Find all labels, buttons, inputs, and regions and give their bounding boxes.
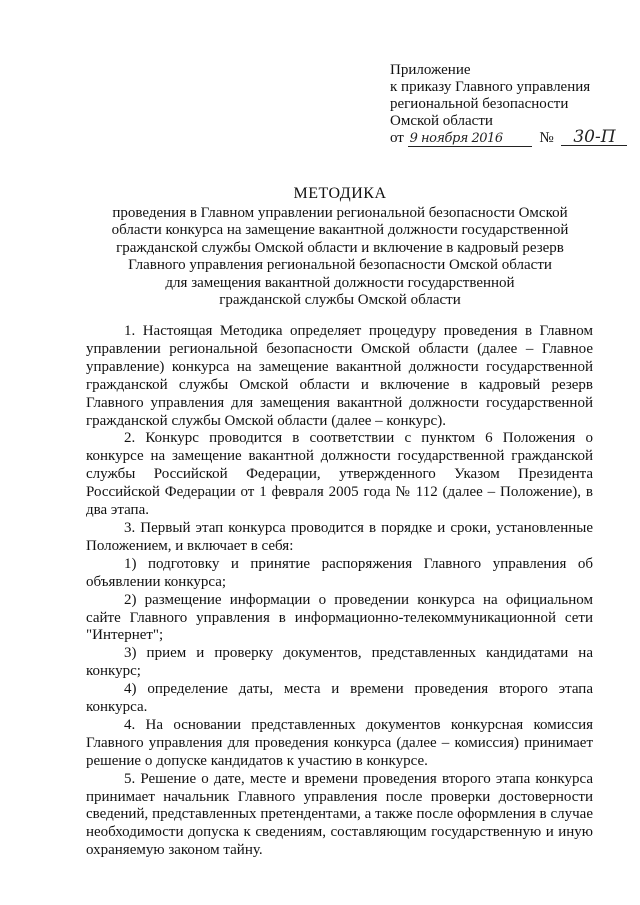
document-body [86, 323, 593, 860]
handwritten-order-number: 30-П [561, 130, 627, 146]
title-line: области конкурса на замещение вакантной должности государственной [111, 222, 569, 238]
title-line: гражданской службы Омской области [219, 292, 461, 308]
document-title-block [90, 185, 590, 310]
title-line: проведения в Главном управлении региональной безопасности Омской [112, 204, 568, 221]
attachment-order-line: к приказу Главного управления [390, 79, 591, 95]
paragraph-3: 3. Первый этап конкурса проводится в порядке и сроки, установленные Положением, и включает в себя: [86, 519, 593, 554]
title-line: для замещения вакантной должности государственной [165, 274, 515, 291]
number-sign: № [539, 130, 554, 146]
from-label: от [390, 130, 404, 146]
handwritten-date: 9 ноября 2016 [408, 131, 532, 147]
title-line: Главного управления региональной безопасности Омской области [128, 257, 552, 273]
order-date-number-row [390, 127, 630, 147]
attachment-agency-line: региональной безопасности [390, 96, 569, 112]
document-heading: МЕТОДИКА [293, 185, 387, 202]
title-line: гражданской службы Омской области и включение в кадровый резерв [116, 239, 564, 256]
paragraph-2: 2. Конкурс проводится в соответствии с пунктом 6 Положения о конкурсе на замещение вакантной должности государственной гражданской службы Российской Федерации, утвержденного Указом Президента Российской Федерации от 1 февраля 2005 года № 112 (далее – Положение), в два этапа. [86, 430, 593, 519]
attachment-region-line: Омской области [390, 113, 493, 129]
list-item-3: 3) прием и проверку документов, представленных кандидатами на конкурс; [86, 645, 593, 680]
paragraph-1: 1. Настоящая Методика определяет процедуру проведения в Главном управлении региональной безопасности Омской области (далее – Главное управление) конкурса на замещение вакантной должности государственной гражданской службы Омской области и включение в кадровый резерв Главного управления для замещения вакантной должности государственной гражданской службы Омской области (далее – конкурс). [86, 323, 593, 429]
attachment-title: Приложение [390, 62, 471, 78]
list-item-2: 2) размещение информации о проведении конкурса на официальном сайте Главного управления в информационно-телекоммуникационной сети "Интернет"; [86, 591, 593, 644]
paragraph-4: 4. На основании представленных документов конкурсная комиссия Главного управления для проведения конкурса (далее – комиссия) принимает решение о допуске кандидатов к участию в конкурсе. [86, 716, 593, 769]
attachment-block [390, 62, 630, 147]
paragraph-5: 5. Решение о дате, месте и времени проведения второго этапа конкурса принимает начальник Главного управления после проверки достоверности сведений, представленных претендентами, а также после оформления в случае необходимости допуска к сведениям, составляющим государственную и иную охраняемую законом тайну. [86, 770, 593, 859]
list-item-4: 4) определение даты, места и времени проведения второго этапа конкурса. [86, 681, 593, 716]
list-item-1: 1) подготовку и принятие распоряжения Главного управления об объявлении конкурса; [86, 555, 593, 590]
